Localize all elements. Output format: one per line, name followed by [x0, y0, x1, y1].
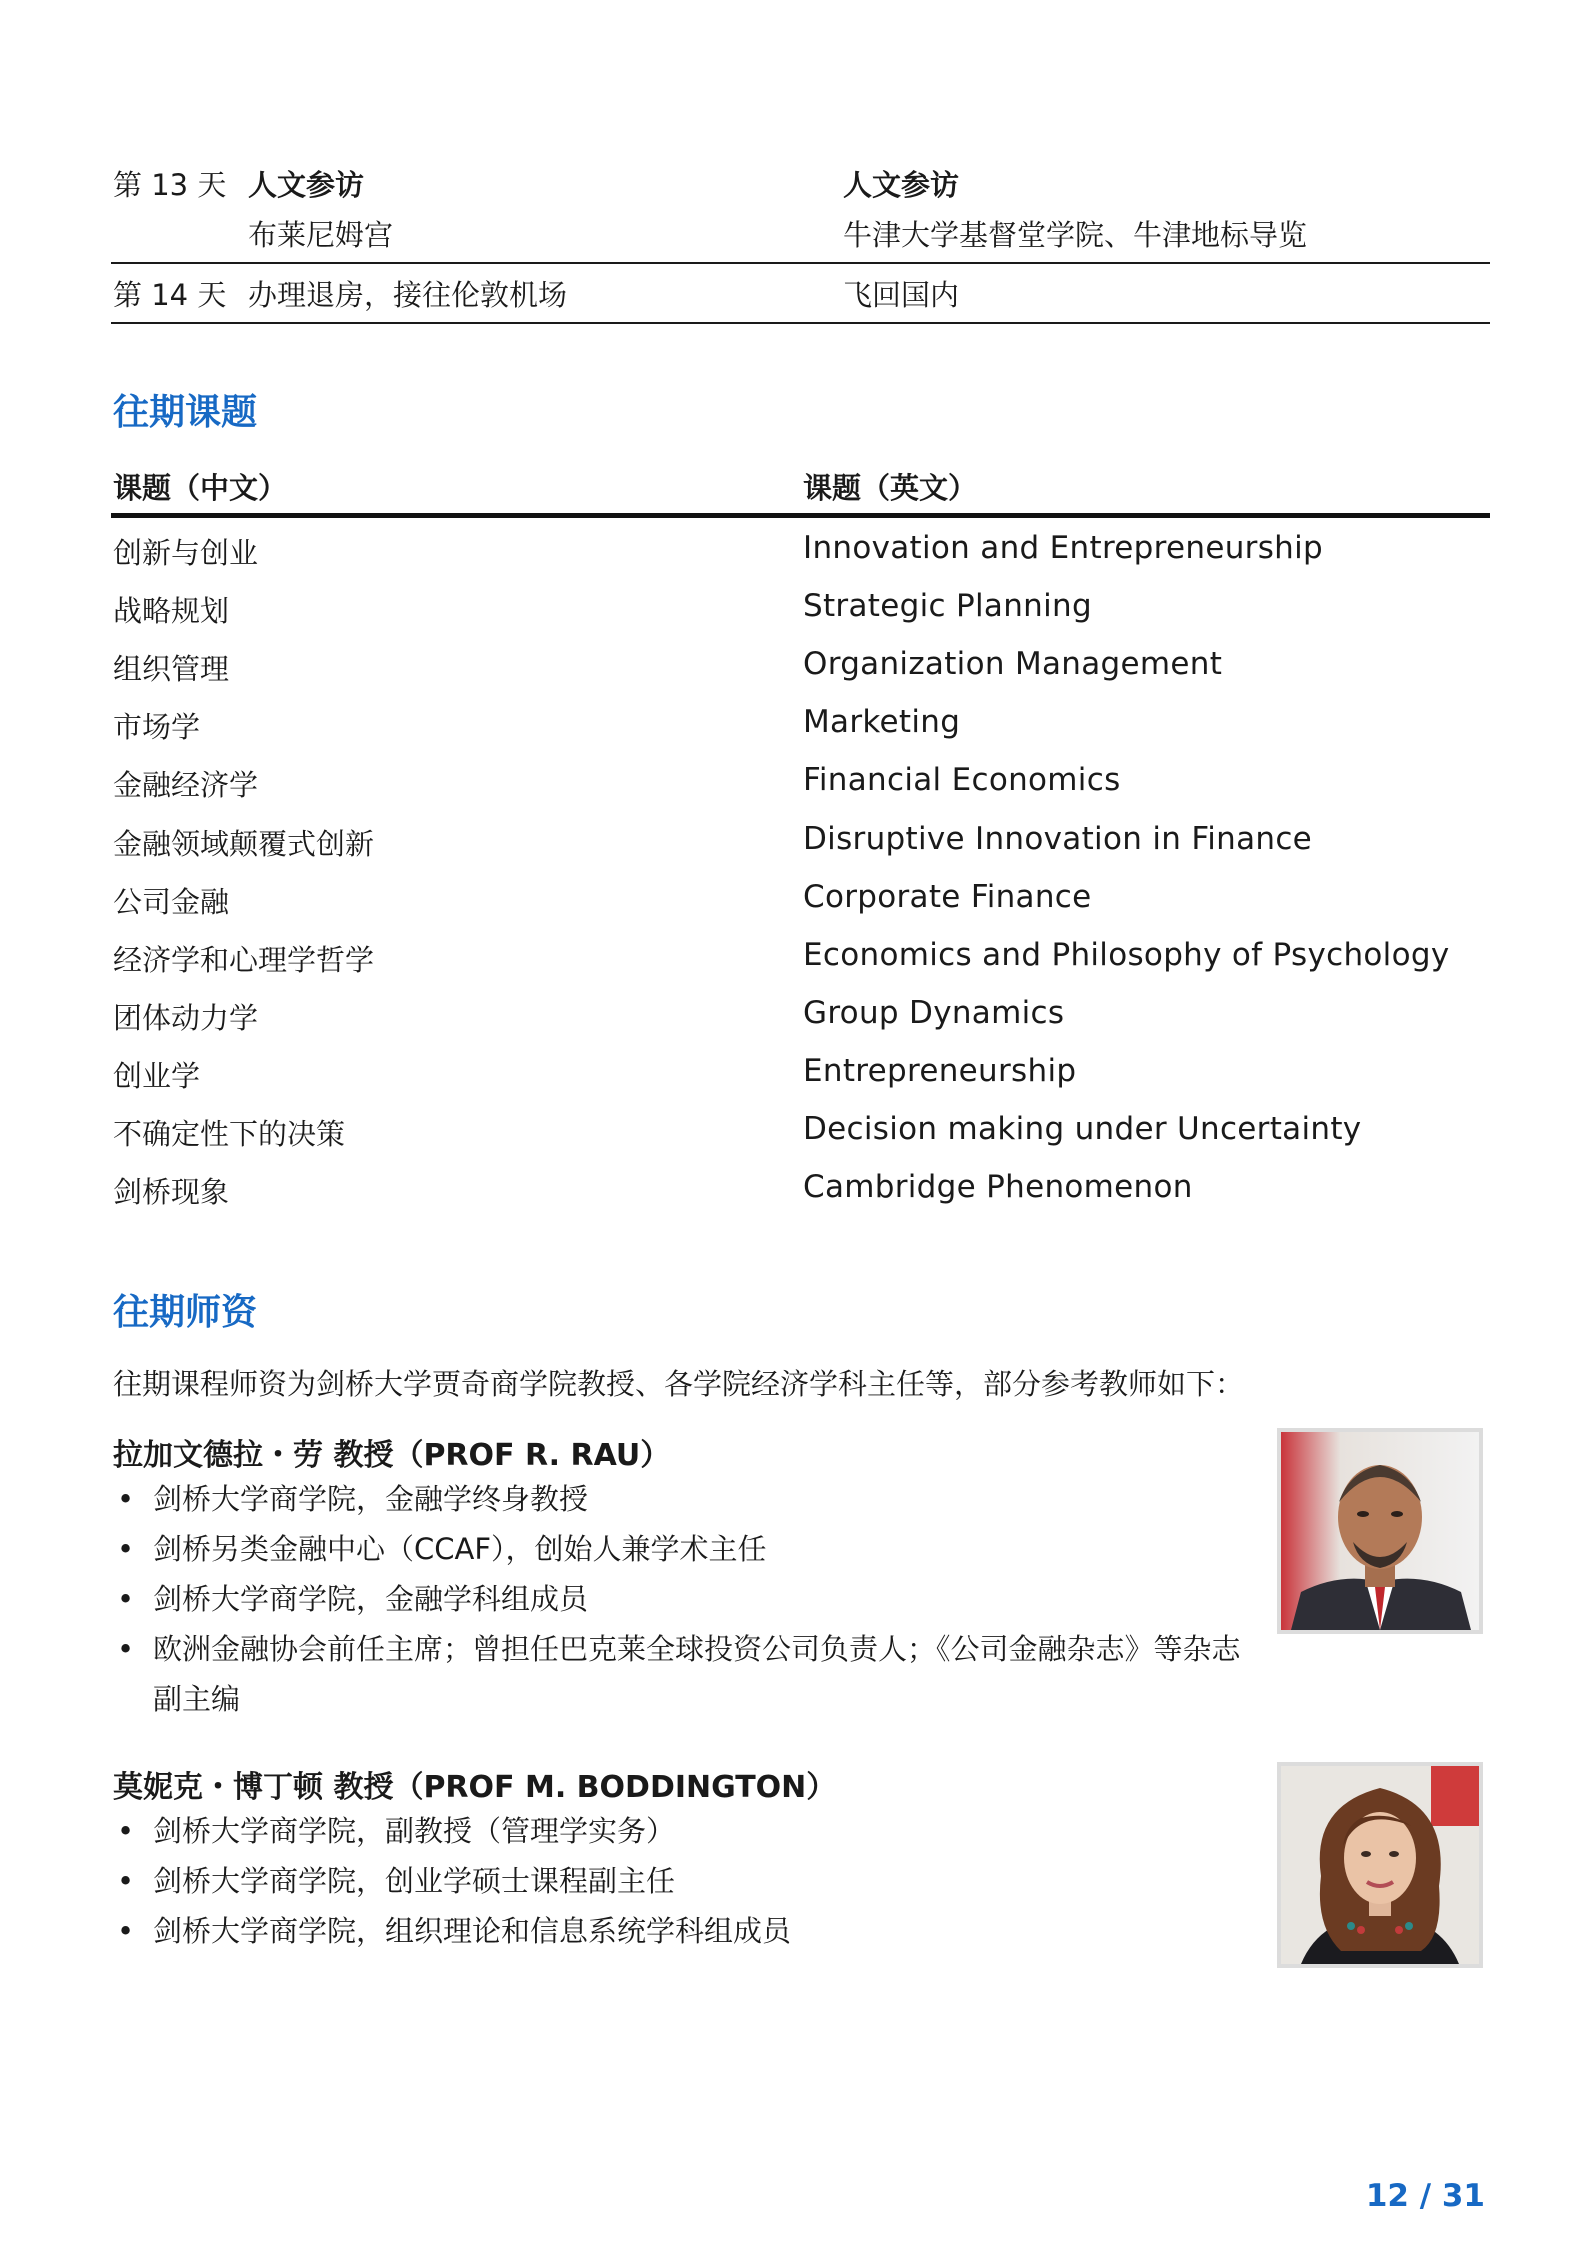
topic-zh-cell: 团体动力学	[113, 1001, 259, 1035]
topic-en-cell: Disruptive Innovation in Finance	[803, 821, 1313, 857]
topic-zh-cell: 不确定性下的决策	[113, 1117, 346, 1151]
topic-en-cell: Corporate Finance	[803, 879, 1092, 915]
topic-en-cell: Strategic Planning	[803, 588, 1092, 624]
divider	[111, 322, 1490, 324]
topic-zh-cell: 市场学	[113, 710, 201, 744]
faculty-name: 莫妮克・博丁顿 教授（PROF M. BODDINGTON）	[113, 1770, 837, 1805]
faculty-photo-rau	[1277, 1428, 1483, 1634]
topic-en-cell: Financial Economics	[803, 762, 1121, 798]
divider	[111, 262, 1490, 264]
table-header-rule	[111, 513, 1490, 518]
topic-en-cell: Marketing	[803, 704, 961, 740]
topic-zh-cell: 金融经济学	[113, 768, 259, 802]
topic-zh-cell: 公司金融	[113, 885, 230, 919]
schedule-col2-text: 牛津大学基督堂学院、牛津地标导览	[843, 218, 1308, 252]
section-title-faculty: 往期师资	[113, 1292, 258, 1333]
list-item: • 剑桥大学商学院，副教授（管理学实务）	[117, 1814, 676, 1848]
schedule-col2-text: 飞回国内	[843, 278, 960, 312]
list-item: • 剑桥大学商学院，金融学科组成员	[117, 1582, 589, 1616]
topic-zh-cell: 经济学和心理学哲学	[113, 943, 375, 977]
topics-header-en: 课题（英文）	[803, 471, 978, 505]
topics-header-zh: 课题（中文）	[113, 471, 288, 505]
topic-zh-cell: 剑桥现象	[113, 1175, 230, 1209]
list-item: • 剑桥另类金融中心（CCAF），创始人兼学术主任	[117, 1532, 767, 1566]
list-item: • 剑桥大学商学院，金融学终身教授	[117, 1482, 589, 1516]
topic-en-cell: Cambridge Phenomenon	[803, 1169, 1193, 1205]
schedule-col2-title: 人文参访	[843, 168, 960, 202]
topic-en-cell: Economics and Philosophy of Psychology	[803, 937, 1450, 973]
topic-zh-cell: 创新与创业	[113, 536, 259, 570]
list-item: • 欧洲金融协会前任主席；曾担任巴克莱全球投资公司负责人；《公司金融杂志》等杂志副主编	[117, 1632, 1241, 1716]
schedule-col1-title: 人文参访	[248, 168, 365, 202]
topic-zh-cell: 战略规划	[113, 594, 230, 628]
page-number: 12 / 31	[1365, 2178, 1485, 2214]
topic-en-cell: Entrepreneurship	[803, 1053, 1077, 1089]
topic-zh-cell: 创业学	[113, 1059, 201, 1093]
faculty-intro: 往期课程师资为剑桥大学贾奇商学院教授、各学院经济学科主任等，部分参考教师如下：	[113, 1367, 1245, 1401]
schedule-day: 第 14 天	[113, 278, 227, 312]
list-item: • 剑桥大学商学院，创业学硕士课程副主任	[117, 1864, 676, 1898]
topic-en-cell: Decision making under Uncertainty	[803, 1111, 1362, 1147]
schedule-col1-text: 办理退房，接往伦敦机场	[248, 278, 568, 312]
faculty-name: 拉加文德拉・劳 教授（PROF R. RAU）	[113, 1438, 671, 1473]
schedule-col1-text: 布莱尼姆宫	[248, 218, 394, 252]
section-title-topics: 往期课题	[113, 392, 258, 433]
topic-zh-cell: 金融领域颠覆式创新	[113, 827, 375, 861]
faculty-photo-boddington	[1277, 1762, 1483, 1968]
schedule-day: 第 13 天	[113, 168, 227, 202]
topic-zh-cell: 组织管理	[113, 652, 230, 686]
topic-en-cell: Group Dynamics	[803, 995, 1065, 1031]
topic-en-cell: Innovation and Entrepreneurship	[803, 530, 1323, 566]
topic-en-cell: Organization Management	[803, 646, 1223, 682]
list-item: • 剑桥大学商学院，组织理论和信息系统学科组成员	[117, 1914, 792, 1948]
